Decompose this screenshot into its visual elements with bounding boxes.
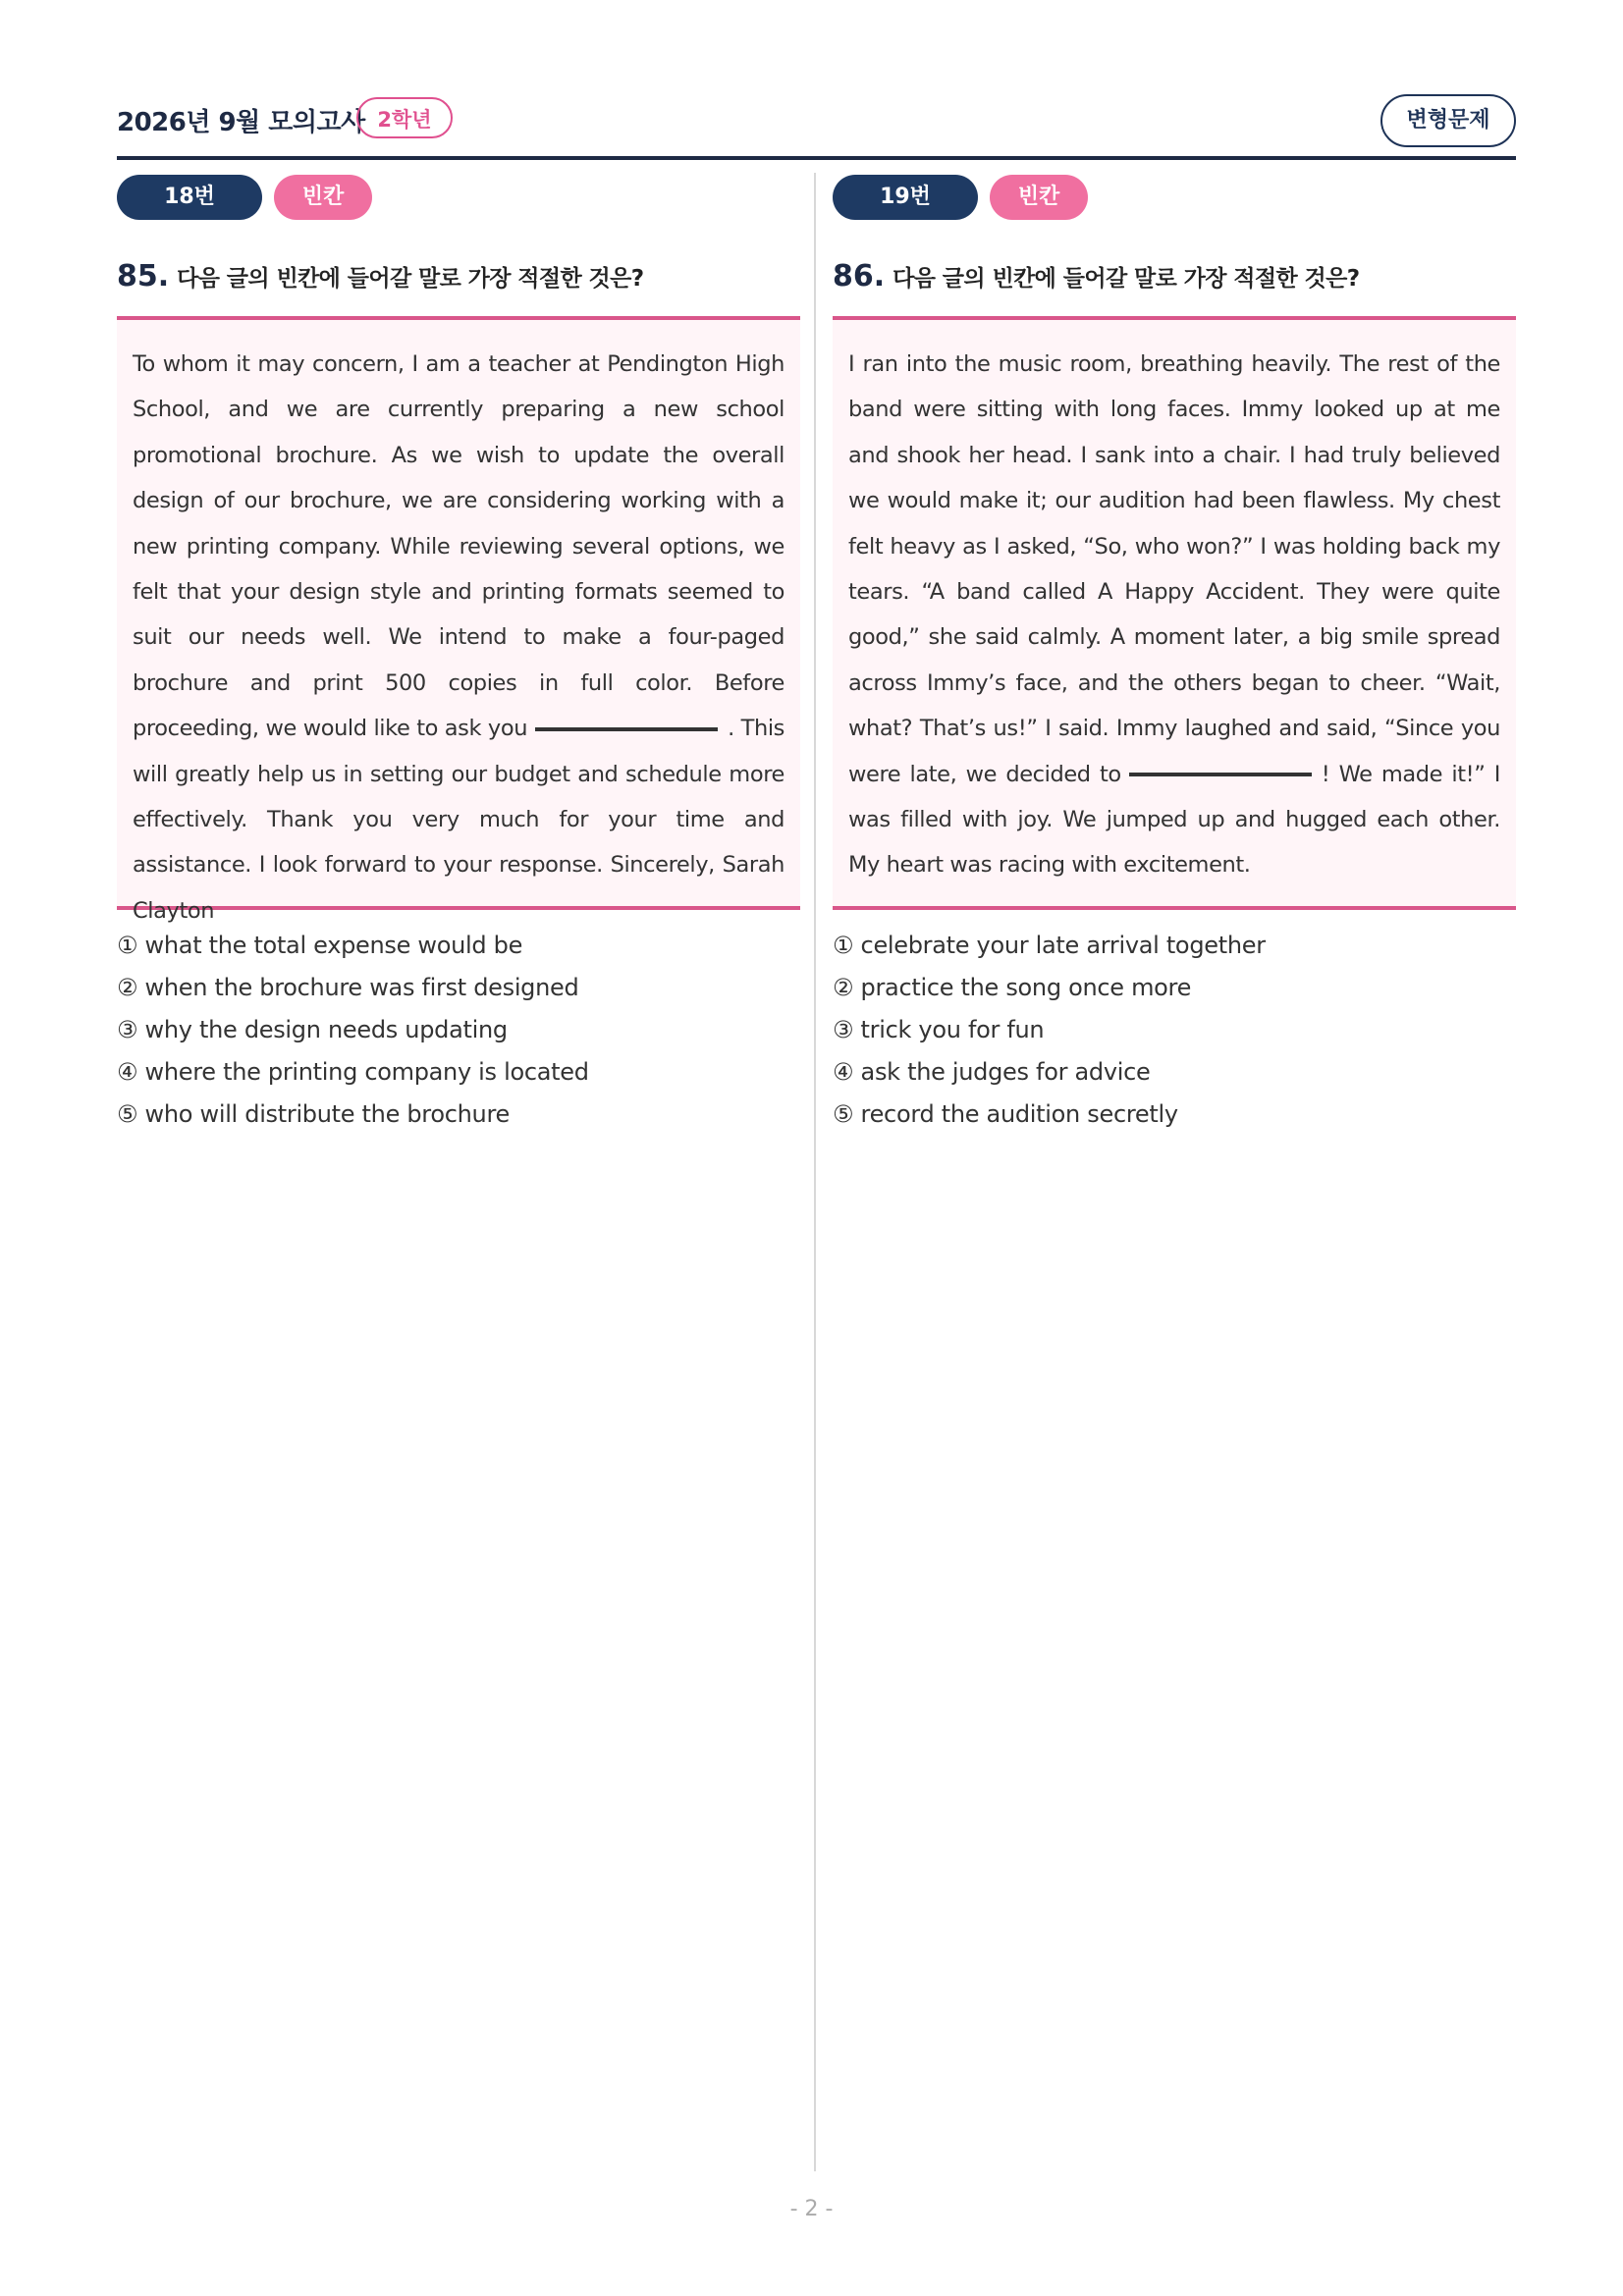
answer-blank <box>1129 773 1312 776</box>
choice-1[interactable]: ① celebrate your late arrival together <box>833 932 1266 959</box>
choice-3[interactable]: ③ why the design needs updating <box>117 1016 508 1043</box>
page-header <box>117 94 1516 157</box>
choice-2[interactable]: ② practice the song once more <box>833 974 1192 1001</box>
source-number-tag: 19번 <box>833 175 978 220</box>
choice-5[interactable]: ⑤ who will distribute the brochure <box>117 1100 510 1128</box>
question-heading <box>833 259 1516 294</box>
passage-after-blank: . This will greatly help us in setting our budget and schedule more effectively. Thank you very much for your time and assistance. I look forward to your response. Sincerely, Sarah Clayton <box>133 716 784 924</box>
choice-4[interactable]: ④ ask the judges for advice <box>833 1058 1151 1086</box>
passage-before-blank: To whom it may concern, I am a teacher at Pendington High School, and we are currently preparing a new school promotional brochure. As we wish to update the overall design of our brochure, we are considering working with a new printing company. While reviewing several options, we felt that your design style and printing formats seemed to suit our needs well. We intend to make a four-paged brochure and print 500 copies in full color. Before proceeding, we would like to ask you <box>133 351 784 742</box>
grade-badge: 2학년 <box>356 97 453 138</box>
question-tags <box>833 173 1516 224</box>
passage-text <box>133 342 784 934</box>
header-rule <box>117 156 1516 160</box>
question-number: 85. <box>117 259 170 294</box>
question-86-column <box>833 173 1516 1128</box>
question-number: 86. <box>833 259 886 294</box>
passage-box <box>117 316 800 924</box>
source-number-tag: 18번 <box>117 175 262 220</box>
choice-4[interactable]: ④ where the printing company is located <box>117 1058 589 1086</box>
question-type-tag: 빈칸 <box>274 175 372 220</box>
passage-after-blank: ! We made it!” I was filled with joy. We jumped up and hugged each other. My heart was racing with excitement. <box>848 761 1500 879</box>
answer-blank <box>535 727 718 731</box>
question-tags <box>117 173 800 224</box>
page-number: - 2 - <box>789 2197 834 2221</box>
column-divider <box>814 173 816 2171</box>
passage-box <box>833 316 1516 910</box>
variant-badge: 변형문제 <box>1380 94 1516 147</box>
passage-text <box>848 342 1500 888</box>
choice-5[interactable]: ⑤ record the audition secretly <box>833 1100 1178 1128</box>
question-prompt: 다음 글의 빈칸에 들어갈 말로 가장 적절한 것은? <box>893 266 1360 292</box>
exam-title: 2026년 9월 모의고사 <box>117 108 365 137</box>
question-heading <box>117 259 800 294</box>
answer-choices <box>833 925 1516 1136</box>
choice-2[interactable]: ② when the brochure was first designed <box>117 974 579 1001</box>
answer-choices <box>117 925 800 1136</box>
choice-3[interactable]: ③ trick you for fun <box>833 1016 1045 1043</box>
question-prompt: 다음 글의 빈칸에 들어갈 말로 가장 적절한 것은? <box>177 266 644 292</box>
choice-1[interactable]: ① what the total expense would be <box>117 932 523 959</box>
question-type-tag: 빈칸 <box>990 175 1088 220</box>
question-85-column <box>117 173 800 1128</box>
passage-before-blank: I ran into the music room, breathing heavily. The rest of the band were sitting with long faces. Immy looked up at me and shook her head. I sank into a chair. I had truly believed we would make it; our audition had been flawless. My chest felt heavy as I asked, “So, who won?” I was holding back my tears. “A band called A Happy Accident. They were quite good,” she said calmly. A moment later, a big smile spread across Immy’s face, and the others began to cheer. “Wait, what? That’s us!” I said. Immy laughed and said, “Since you were late, we decided to <box>848 351 1500 787</box>
